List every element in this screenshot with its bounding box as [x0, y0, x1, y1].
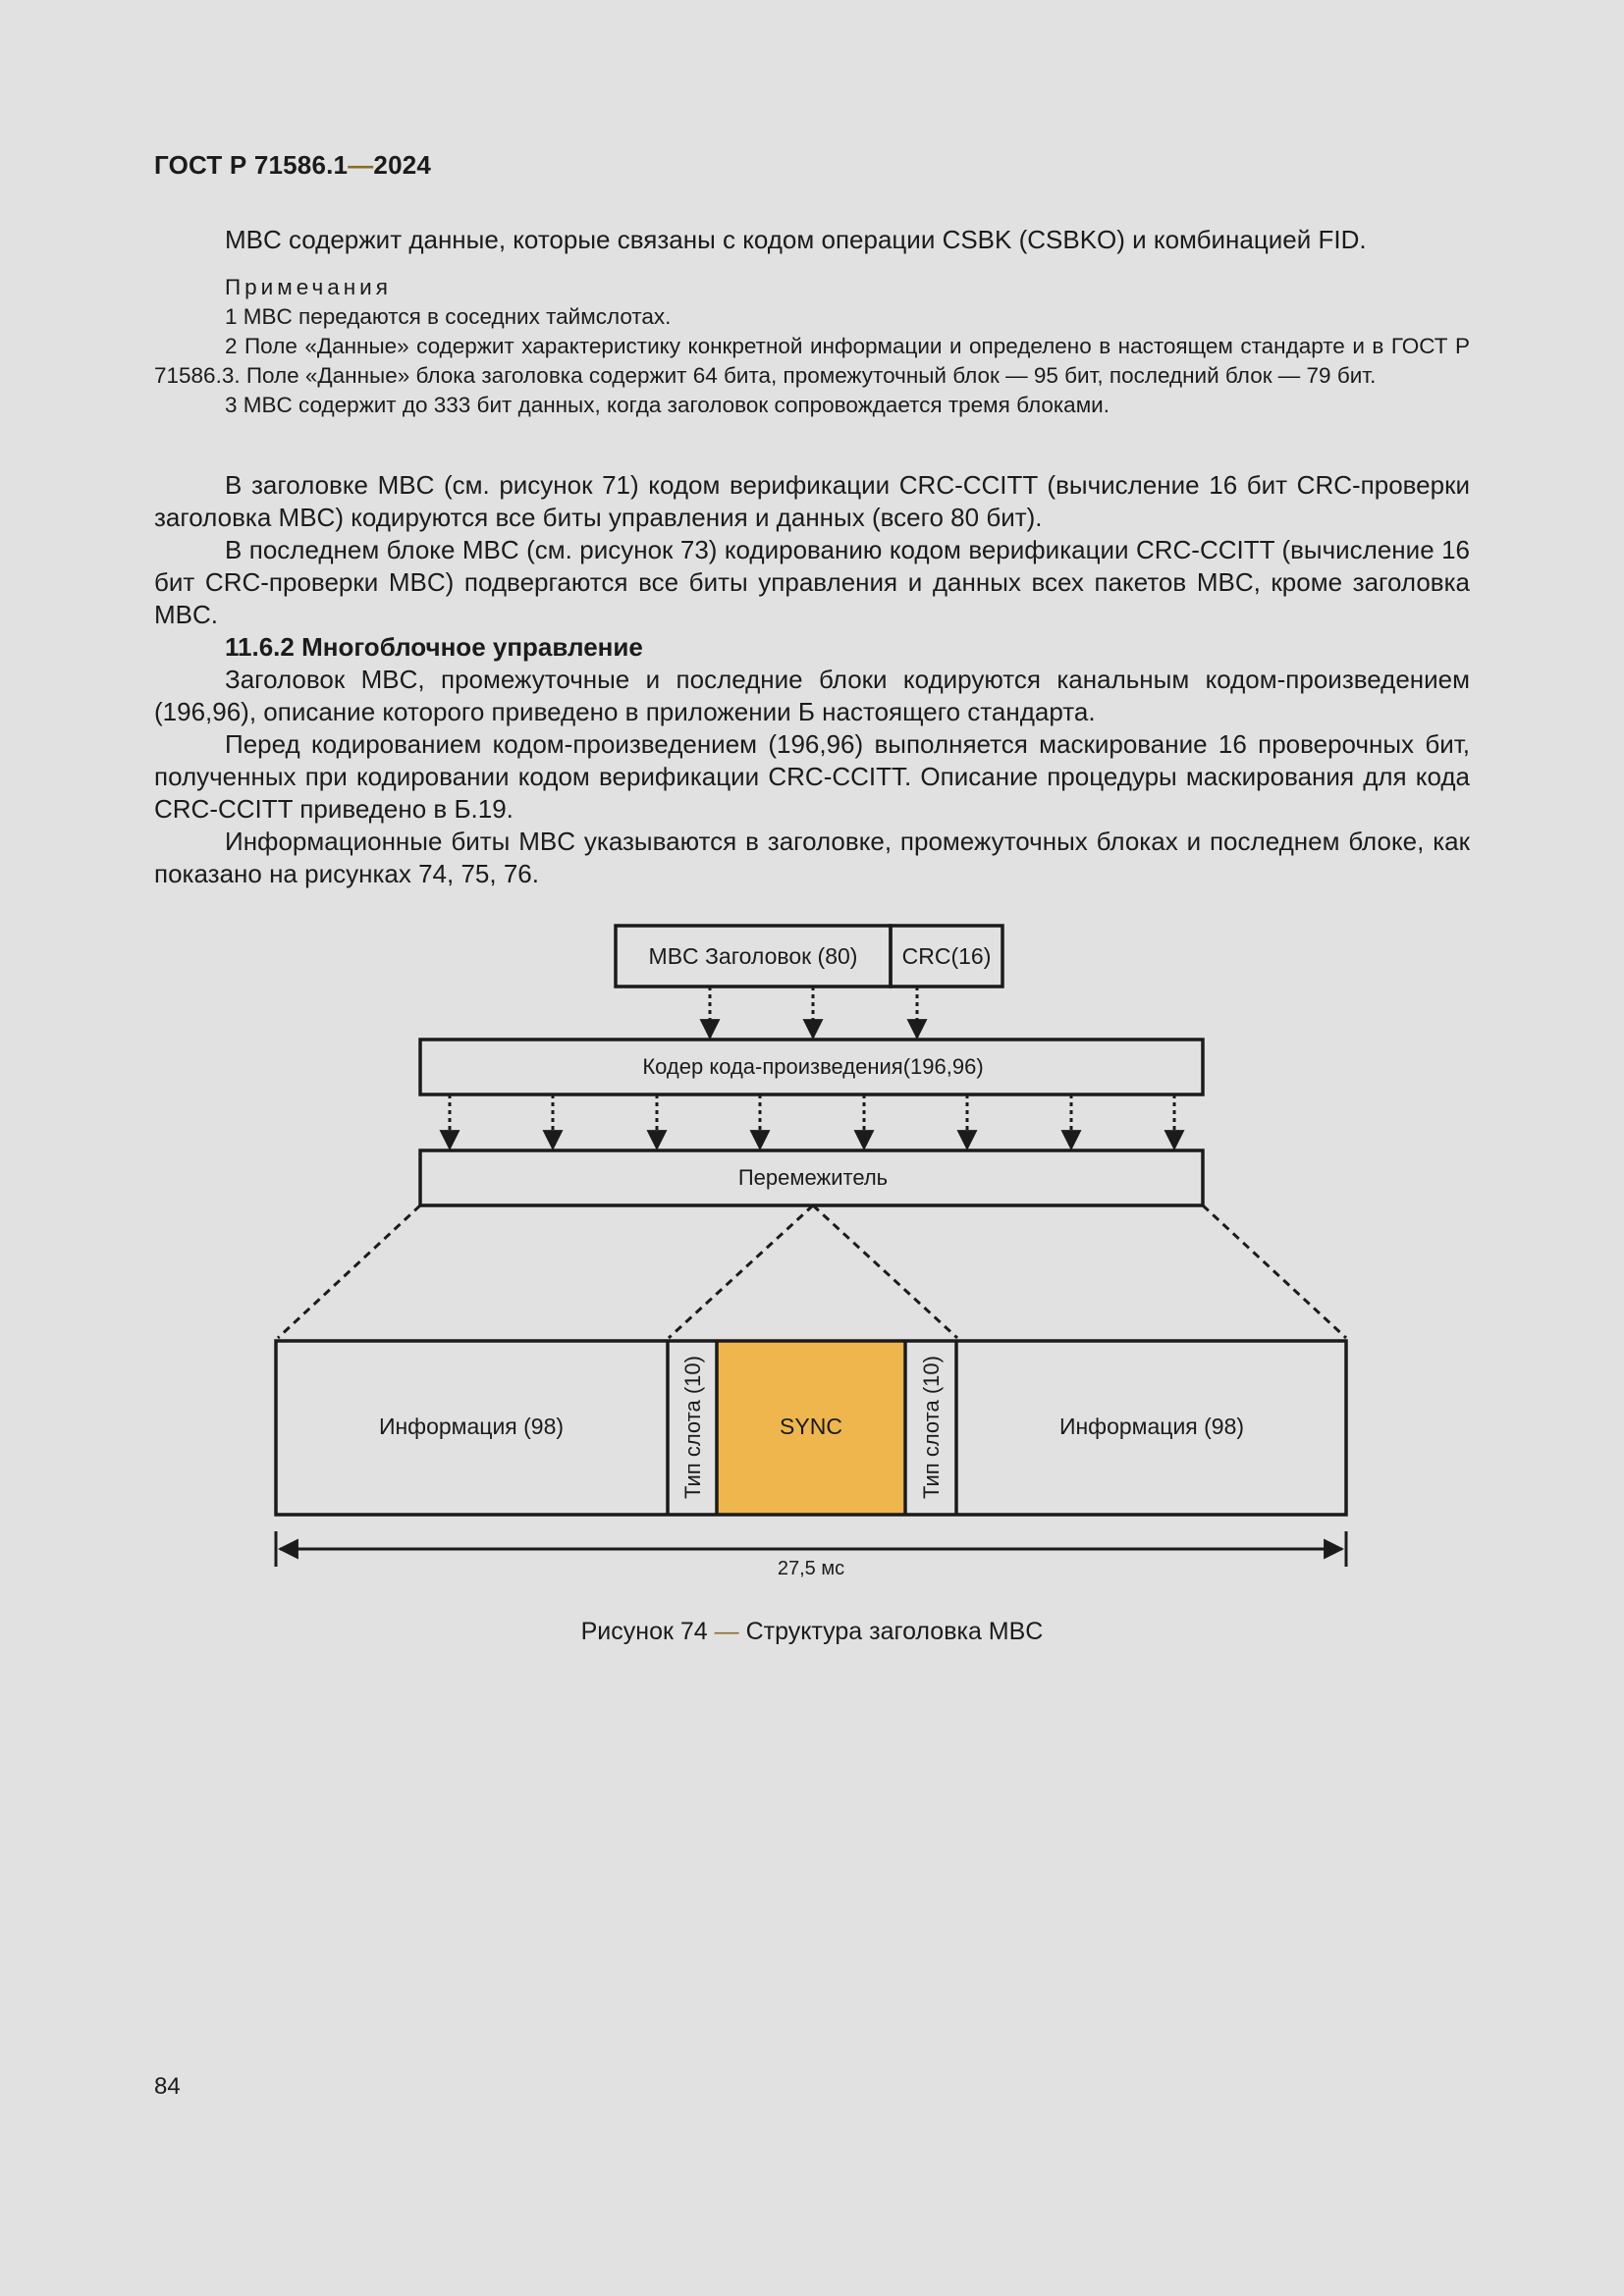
- section-heading: 11.6.2 Многоблочное управление: [225, 632, 643, 662]
- sync-label: SYNC: [780, 1414, 842, 1439]
- coder-label: Кодер кода-произведения(196,96): [642, 1054, 984, 1079]
- slot-type-right-label: Тип слота (10): [919, 1356, 944, 1499]
- expansion-lines: [278, 1205, 1346, 1338]
- header-to-coder-arrows: [710, 987, 917, 1038]
- crc-label: CRC(16): [901, 943, 992, 969]
- paragraph-masking: Перед кодированием кодом-произведением (196,96) выполняется маскирование 16 проверочных бит, полученных при кодировании кодом верификации CRC-CCITT. Описание процедуры маскирования для кода CRC-CCITT приведено в Б.19.: [154, 729, 1470, 824]
- standard-number: ГОСТ Р 71586.1: [154, 150, 349, 180]
- paragraph-product-code: Заголовок MBC, промежуточные и последние блоки кодируются канальным кодом-произведением (196,96), описание которого приведено в приложении Б настоящего стандарта.: [154, 665, 1470, 726]
- note-3: 3 MBC содержит до 333 бит данных, когда заголовок сопровождается тремя блоками.: [225, 393, 1110, 417]
- notes-title: Примечания: [225, 275, 392, 299]
- paragraph-mbc-data: MBC содержит данные, которые связаны с кодом операции CSBK (CSBKO) и комбинацией FID.: [225, 225, 1367, 254]
- info-left-label: Информация (98): [378, 1414, 565, 1439]
- paragraph-info-bits: Информационные биты MBC указываются в заголовке, промежуточных блоках и последнем блоке, как показано на рисунках 74, 75, 76.: [154, 827, 1470, 888]
- slot-type-left-label: Тип слота (10): [680, 1356, 705, 1499]
- duration-label: 27,5 мс: [777, 1558, 845, 1579]
- mbc-header-label: MBC Заголовок (80): [648, 943, 858, 969]
- note-2: 2 Поле «Данные» содержит характеристику конкретной информации и определено в настоящем стандарте и в ГОСТ Р 71586.3. Поле «Данные» блока заголовка содержит 64 бита, промежуточный блок — 95 бит, последний блок — 79 бит.: [154, 334, 1470, 388]
- note-1: 1 MBC передаются в соседних таймслотах.: [225, 304, 672, 329]
- coder-to-interleaver-arrows: [450, 1095, 1174, 1148]
- caption-prefix: Рисунок 74: [580, 1618, 708, 1645]
- paragraph-last-block-crc: В последнем блоке MBC (см. рисунок 73) кодированию кодом верификации CRC-CCITT (вычисление 16 бит CRC-проверки MBC) подвергаются все биты управления и данных всех пакетов MBC, кроме заголовка MBC.: [154, 535, 1470, 629]
- paragraph-header-crc: В заголовке MBC (см. рисунок 71) кодом верификации CRC-CCITT (вычисление 16 бит CRC-проверки заголовка MBC) кодируются все биты управления и данных (всего 80 бит).: [154, 470, 1470, 532]
- caption-dash: —: [714, 1618, 739, 1645]
- interleaver-label: Перемежитель: [737, 1165, 889, 1190]
- info-right-label: Информация (98): [1058, 1414, 1245, 1439]
- page-number: 84: [154, 2073, 181, 2100]
- figure-caption: [0, 1618, 1624, 1646]
- header-dash: —: [348, 150, 374, 180]
- caption-text: Структура заголовка MBC: [745, 1618, 1044, 1645]
- standard-year: 2024: [373, 150, 432, 180]
